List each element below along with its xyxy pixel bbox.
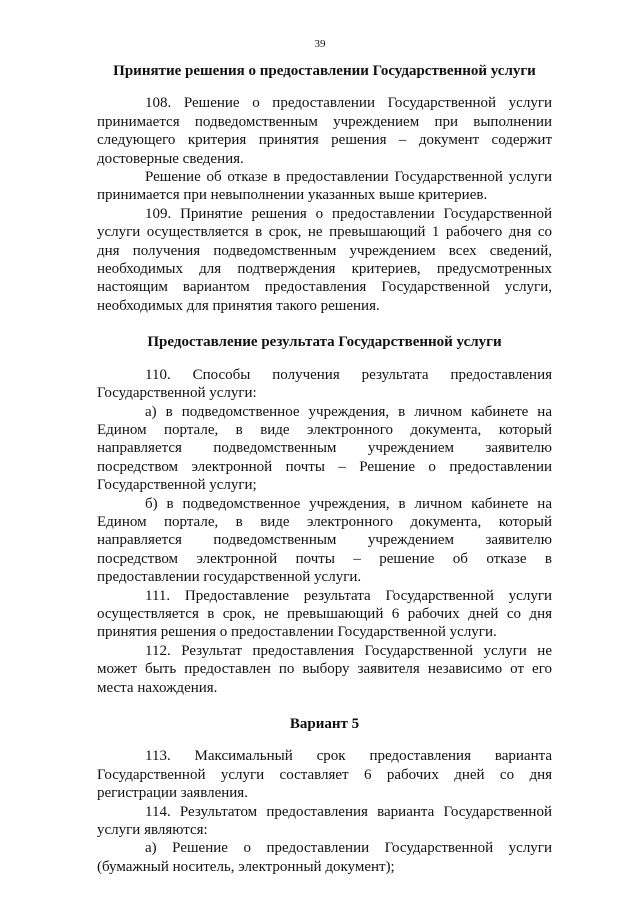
section-heading-variant-5: Вариант 5: [289, 716, 360, 732]
paragraph-109: 109. Принятие решения о предоставлении Государственной услуги осуществляется в срок, не превышающий 1 рабочего дня со дня получения подведомственным учреждением всех сведений, необходимых для подтверждения критериев, предусмотренных настоящим вариантом предоставления Государственной услуги, необходимых для принятия такого решения.: [97, 205, 552, 314]
page-content: [97, 62, 552, 876]
paragraph-112: 112. Результат предоставления Государственной услуги не может быть предоставлен по выбору заявителя независимо от его места нахождения.: [97, 642, 552, 696]
paragraph-113: 113. Максимальный срок предоставления варианта Государственной услуги составляет 6 рабочих дней со дня регистрации заявления.: [97, 748, 552, 802]
paragraph-114-a: а) Решение о предоставлении Государственной услуги (бумажный носитель, электронный документ);: [97, 840, 552, 875]
page-number: 39: [314, 38, 326, 50]
paragraph-110: 110. Способы получения результата предоставления Государственной услуги:: [97, 366, 552, 402]
section-heading-decision: Принятие решения о предоставлении Государственной услуги: [113, 63, 536, 79]
paragraph-110-a: а) в подведомственное учреждения, в личном кабинете на Едином портале, в виде электронного документа, который направляется подведомственным учреждением заявителю посредством электронной почты – Решение о предоставлении Государственной услуги;: [97, 403, 552, 494]
paragraph-111: 111. Предоставление результата Государственной услуги осуществляется в срок, не превышающий 6 рабочих дней со дня принятия решения о предоставлении Государственной услуги.: [97, 587, 552, 641]
paragraph-114: 114. Результатом предоставления варианта Государственной услуги являются:: [97, 803, 552, 839]
paragraph-110-b: б) в подведомственное учреждения, в личном кабинете на Едином портале, в виде электронного документа, который направляется подведомственным учреждением заявителю посредством электронной почты – решение об отказе в предоставлении государственной услуги.: [97, 495, 552, 586]
section-heading-result: Предоставление результата Государственной услуги: [147, 334, 502, 351]
paragraph-108: 108. Решение о предоставлении Государственной услуги принимается подведомственным учреждением при выполнении следующего критерия принятия решения – документ содержит достоверные сведения.: [97, 95, 552, 167]
paragraph-refusal: Решение об отказе в предоставлении Государственной услуги принимается при невыполнении указанных выше критериев.: [97, 169, 552, 204]
